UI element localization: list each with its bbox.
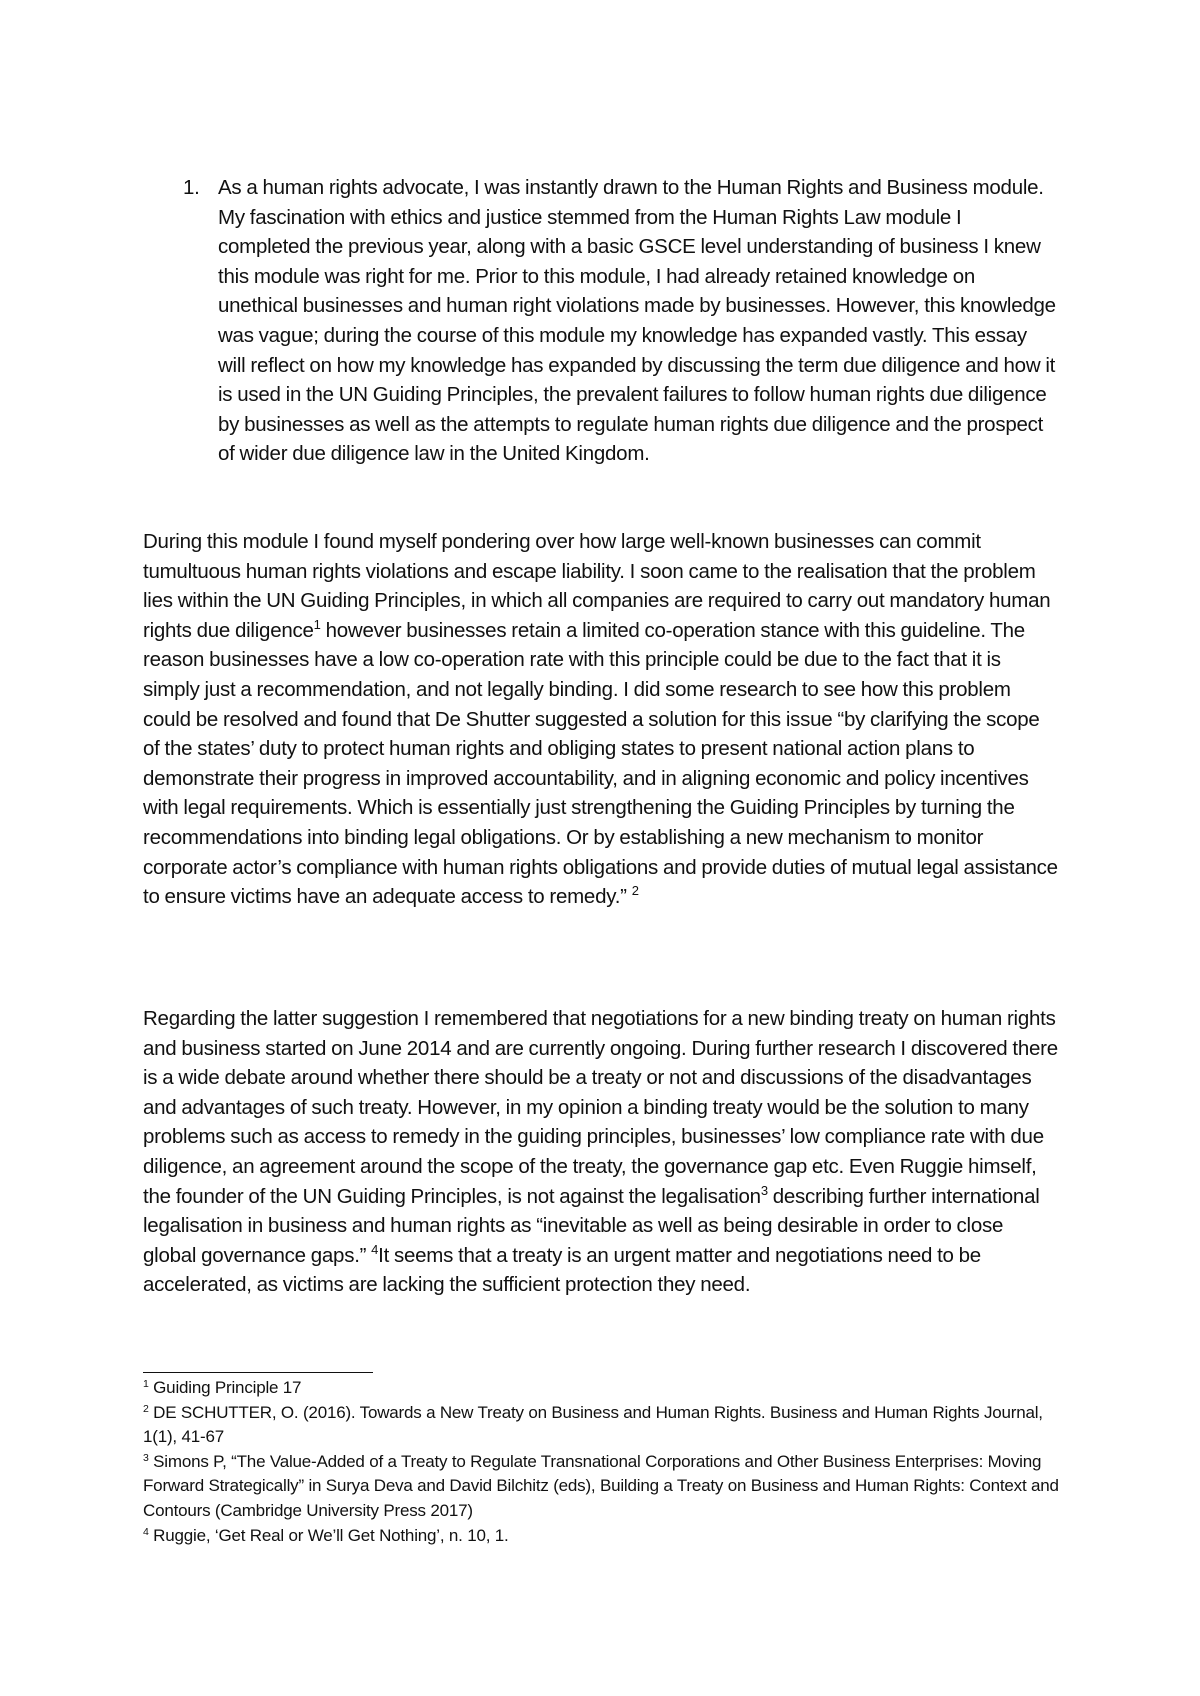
footnote-number: 4	[143, 1525, 149, 1538]
footnote-text: Guiding Principle 17	[148, 1378, 302, 1397]
paragraph-3-text-b: describing further international legalisation in business and human rights as “inevitable as well as being desirable in order to close global governance gaps.”	[143, 1184, 1040, 1267]
footnote-number: 2	[143, 1402, 149, 1415]
footnote-separator	[143, 1372, 373, 1373]
footnote-text: DE SCHUTTER, O. (2016). Towards a New Treaty on Business and Human Rights. Business and Human Rights Journal, 1(1), 41-67	[143, 1402, 1043, 1447]
footnote-text: Simons P, “The Value-Added of a Treaty to Regulate Transnational Corporations and Other Business Enterprises: Moving Forward Strategically” in Surya Deva and David Bilchitz (eds), Building a Treaty on Business and Human Rights: Context and Contours (Cambridge University Press 2017)	[143, 1451, 1059, 1520]
list-marker: 1.	[183, 176, 200, 199]
footnote-1	[143, 1376, 1073, 1401]
footnote-ref-3: 3	[760, 1182, 768, 1198]
footnote-ref-2: 2	[631, 883, 639, 899]
footnote-2	[143, 1401, 1073, 1450]
footnote-ref-1: 1	[313, 616, 321, 632]
footnote-4	[143, 1524, 1073, 1549]
footnote-ref-4: 4	[371, 1241, 379, 1257]
footnote-3	[143, 1450, 1073, 1524]
paragraph-3-text-a: Regarding the latter suggestion I remembered that negotiations for a new binding treaty on human rights and business started on June 2014 and are currently ongoing. During further research I discovered there is a wide debate around whether there should be a treaty or not and discussions of the disadvantages and advantages of such treaty. However, in my opinion a binding treaty would be the solution to many problems such as access to remedy in the guiding principles, businesses’ low compliance rate with due diligence, an agreement around the scope of the treaty, the governance gap etc. Even Ruggie himself, the founder of the UN Guiding Principles, is not against the legalisation	[143, 1007, 1058, 1208]
footnote-number: 3	[143, 1451, 149, 1464]
numbered-list	[143, 173, 1058, 469]
footnote-text: Ruggie, ‘Get Real or We’ll Get Nothing’, n. 10, 1.	[148, 1525, 509, 1545]
footnote-number: 1	[143, 1378, 149, 1390]
paragraph-3-text-c: It seems that a treaty is an urgent matter and negotiations need to be accelerated, as victims are lacking the sufficient protection they need.	[143, 1243, 981, 1297]
list-item-text: As a human rights advocate, I was instantly drawn to the Human Rights and Business module. My fascination with ethics and justice stemmed from the Human Rights Law module I completed the previous year, along with a basic GSCE level understanding of business I knew this module was right for me. Prior to this module, I had already retained knowledge on unethical businesses and human right violations made by businesses. However, this knowledge was vague; during the course of this module my knowledge has expanded vastly. This essay will reflect on how my knowledge has expanded by discussing the term due diligence and how it is used in the UN Guiding Principles, the prevalent failures to follow human rights due diligence by businesses as well as the attempts to regulate human rights due diligence and the prospect of wider due diligence law in the United Kingdom.	[218, 176, 1056, 466]
body-paragraph-3	[143, 1004, 1058, 1300]
paragraph-2-text-b: however businesses retain a limited co-operation stance with this guideline. The reason businesses have a low co-operation rate with this principle could be due to the fact that it is simply just a recommendation, and not legally binding. I did some research to see how this problem could be resolved and found that De Shutter suggested a solution for this issue “by clarifying the scope of the states’ duty to protect human rights and obliging states to present national action plans to demonstrate their progress in improved accountability, and in aligning economic and policy incentives with legal requirements. Which is essentially just strengthening the Guiding Principles by turning the recommendations into binding legal obligations. Or by establishing a new mechanism to monitor corporate actor’s compliance with human rights obligations and provide duties of mutual legal assistance to ensure victims have an adequate access to remedy.”	[143, 618, 1058, 909]
paragraph-2-text-a: During this module I found myself pondering over how large well-known businesses can commit tumultuous human rights violations and escape liability. I soon came to the realisation that the problem lies within the UN Guiding Principles, in which all companies are required to carry out mandatory human rights due diligence	[143, 530, 1051, 642]
list-item	[143, 173, 1058, 469]
body-paragraph-2	[143, 527, 1058, 912]
footnotes	[143, 1376, 1073, 1548]
